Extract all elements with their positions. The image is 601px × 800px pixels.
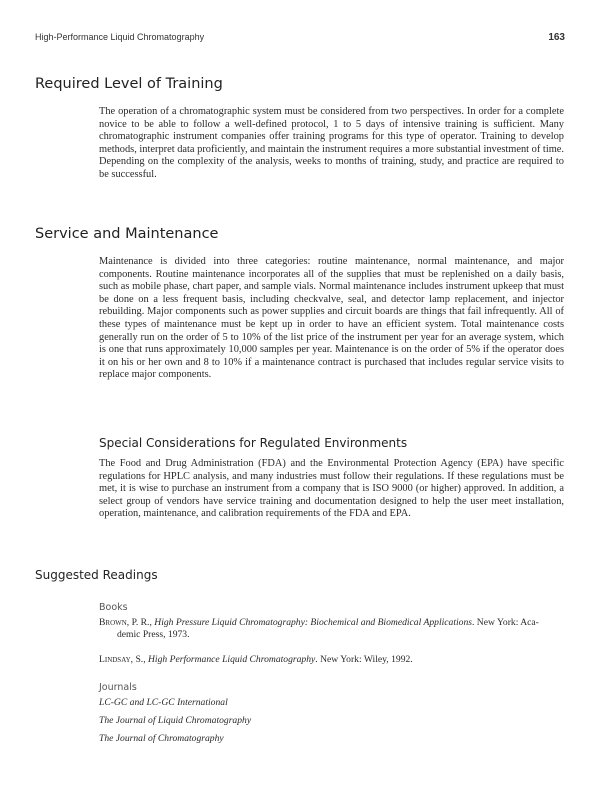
reference-item [99,654,564,666]
running-head [35,32,565,42]
heading-training: Required Level of Training [35,76,223,92]
reference-item [99,617,564,641]
paragraph-training: The operation of a chromatographic system must be considered from two perspectives. In order for a complete novice to be able to follow a well-defined protocol, 1 to 5 days of intensive training is sufficient. Many chromatographic instrument companies offer training programs for this type of operator. Training to develop methods, interpret data proficiently, and maintain the instrument requires a more substantial investment of time. Depending on the complexity of the analysis, weeks to months of training, study, and practice are required to be successful. [99,106,564,180]
page-number: 163 [548,32,565,43]
ref-title: High Pressure Liquid Chromatography: Biochemical and Biomedical Applications [154,617,472,628]
journals-label: Journals [99,682,137,693]
ref-initials: , S., [130,654,148,665]
ref-publisher-cont: demic Press, 1973. [117,629,190,640]
paragraph-regulated: The Food and Drug Administration (FDA) and the Environmental Protection Agency (EPA) have specific regulations for HPLC analysis, and many industries must follow their regulations. If these regulations must be met, it is wise to purchase an instrument from a company that is ISO 9000 (or higher) approved. In addition, a select group of vendors have service training and documentation designed to help the user meet installation, operation, maintenance, and calibration requirements of the FDA and EPA. [99,458,564,520]
ref-publisher: . New York: Wiley, 1992. [315,654,413,665]
ref-initials: , P. R., [126,617,155,628]
heading-readings: Suggested Readings [35,568,158,582]
ref-publisher: . New York: Aca- [471,617,539,628]
ref-title: High Performance Liquid Chromatography [148,654,316,665]
journal-item: The Journal of Liquid Chromatography [99,715,252,726]
heading-regulated: Special Considerations for Regulated Environments [99,436,408,450]
paragraph-service: Maintenance is divided into three categories: routine maintenance, normal maintenance, and major components. Routine maintenance incorporates all of the supplies that must be replenished on a daily basis, such as mobile phase, chart paper, and sample vials. Normal maintenance includes instrument upkeep that must be done on a less frequent basis, including checkvalve, seal, and detector lamp replacement, and injector rebuilding. Major components such as power supplies and circuit boards are things that fail infrequently. All of these types of maintenance must be kept up in order to have an efficient system. Total maintenance costs generally run on the order of 5 to 10% of the list price of the instrument per year for an average system, which is one that runs approximately 10,000 samples per year. Maintenance is on the order of 5% if the operator does it on his or her own and 8 to 10% if a maintenance contract is purchased that includes regular service visits to replace major components. [99,256,564,381]
running-title: High-Performance Liquid Chromatography [35,32,205,42]
journal-item: The Journal of Chromatography [99,733,224,744]
ref-author: Lindsay [99,654,131,665]
journal-item: LC-GC and LC-GC International [99,697,228,708]
ref-author: Brown [99,617,127,628]
books-label: Books [99,602,128,613]
heading-service: Service and Maintenance [35,226,219,242]
